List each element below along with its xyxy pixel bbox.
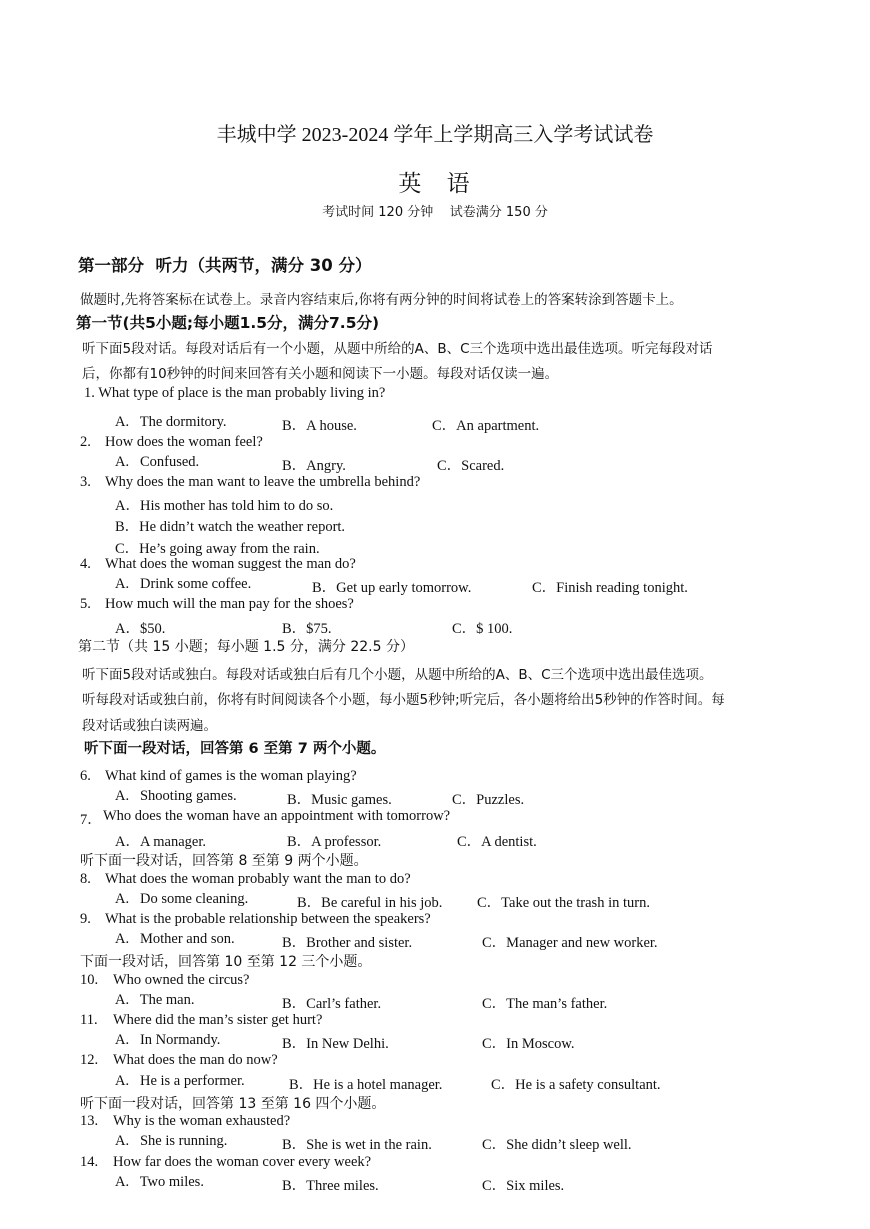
dialog-13-16-heading: 听下面一段对话，回答第 13 至第 16 四个小题。 bbox=[80, 1096, 386, 1112]
exam-info: 考试时间 120 分钟 试卷满分 150 分 bbox=[322, 205, 548, 220]
question-2-text: How does the woman feel? bbox=[105, 434, 263, 450]
q14-option-a: A. Two miles. bbox=[115, 1174, 204, 1190]
q8-option-c: C．Take out the trash in turn. bbox=[477, 895, 650, 911]
question-5-number: 5. bbox=[80, 596, 91, 612]
q11-option-b: B．In New Delhi. bbox=[282, 1036, 389, 1052]
section2-instruction-line3: 段对话或独白读两遍。 bbox=[82, 718, 217, 734]
q12-option-c: C．He is a safety consultant. bbox=[491, 1077, 661, 1093]
question-12-number: 12. bbox=[80, 1052, 99, 1068]
part1-instruction: 做题时,先将答案标在试卷上。录音内容结束后,你将有两分钟的时间将试卷上的答案转涂到答题卡上。 bbox=[80, 292, 683, 308]
q5-option-c: C．$ 100. bbox=[452, 621, 513, 637]
q3-option-b: B．He didn’t watch the weather report. bbox=[115, 519, 346, 535]
q1-option-c: C．An apartment. bbox=[432, 418, 540, 434]
q4-option-a: A. Drink some coffee. bbox=[115, 576, 252, 592]
q10-option-a: A. The man. bbox=[115, 992, 195, 1008]
question-11-number: 11. bbox=[80, 1012, 98, 1028]
question-4-number: 4. bbox=[80, 556, 91, 572]
question-6-number: 6. bbox=[80, 768, 91, 784]
q14-option-b: B．Three miles. bbox=[282, 1178, 379, 1194]
question-5-text: How much will the man pay for the shoes? bbox=[105, 596, 354, 612]
question-6-text: What kind of games is the woman playing? bbox=[105, 768, 357, 784]
q1-option-a: A. The dormitory. bbox=[115, 414, 227, 430]
q8-option-b: B．Be careful in his job. bbox=[297, 895, 443, 911]
question-number: 1. bbox=[84, 385, 99, 401]
q10-option-c: C．The man’s father. bbox=[482, 996, 608, 1012]
section2-heading: 第二节（共 15 小题；每小题 1.5 分，满分 22.5 分） bbox=[78, 639, 414, 655]
question-10-text: Who owned the circus? bbox=[113, 972, 250, 988]
question-text: What type of place is the man probably living in? bbox=[98, 385, 386, 401]
question-14-number: 14. bbox=[80, 1154, 99, 1170]
question-9-number: 9. bbox=[80, 911, 91, 927]
section2-instruction-line2: 听每段对话或独白前，你将有时间阅读各个小题，每小题5秒钟;听完后，各小题将给出5秒钟的作答时间。每 bbox=[82, 692, 725, 708]
q5-option-a: A．$50. bbox=[115, 621, 166, 637]
q11-option-a: A. In Normandy. bbox=[115, 1032, 221, 1048]
part1-heading: 第一部分 听力（共两节，满分 30 分） bbox=[78, 256, 372, 275]
question-1 bbox=[84, 385, 385, 402]
q1-option-b: B．A house. bbox=[282, 418, 357, 434]
q7-option-b: B．A professor. bbox=[287, 834, 382, 850]
question-11-text: Where did the man’s sister get hurt? bbox=[113, 1012, 323, 1028]
question-2-number: 2. bbox=[80, 434, 91, 450]
section1-heading: 第一节(共5小题;每小题1.5分，满分7.5分) bbox=[76, 314, 380, 332]
question-8-number: 8. bbox=[80, 871, 91, 887]
q13-option-a: A. She is running. bbox=[115, 1133, 228, 1149]
question-3-number: 3. bbox=[80, 474, 91, 490]
question-9-text: What is the probable relationship between the speakers? bbox=[105, 911, 431, 927]
q3-option-c: C．He’s going away from the rain. bbox=[115, 541, 320, 557]
question-14-text: How far does the woman cover every week? bbox=[113, 1154, 372, 1170]
q2-option-a: A. Confused. bbox=[115, 454, 200, 470]
q7-option-a: A．A manager. bbox=[115, 834, 207, 850]
q3-option-a: A．His mother has told him to do so. bbox=[115, 498, 334, 514]
section1-instruction-line2: 后，你都有10秒钟的时间来回答有关小题和阅读下一小题。每段对话仅读一遍。 bbox=[82, 366, 559, 382]
question-10-number: 10. bbox=[80, 972, 99, 988]
q6-option-b: B．Music games. bbox=[287, 792, 392, 808]
dialog-8-9-heading: 听下面一段对话，回答第 8 至第 9 两个小题。 bbox=[80, 853, 368, 869]
dialog-10-12-heading: 下面一段对话，回答第 10 至第 12 三个小题。 bbox=[80, 954, 372, 970]
q10-option-b: B．Carl’s father. bbox=[282, 996, 382, 1012]
q2-option-c: C．Scared. bbox=[437, 458, 505, 474]
section2-instruction-line1: 听下面5段对话或独白。每段对话或独白后有几个小题，从题中所给的A、B、C三个选项中选出最佳选项。 bbox=[82, 667, 713, 683]
q9-option-a: A. Mother and son. bbox=[115, 931, 235, 947]
q4-option-b: B．Get up early tomorrow. bbox=[312, 580, 472, 596]
question-13-number: 13. bbox=[80, 1113, 99, 1129]
q13-option-c: C．She didn’t sleep well. bbox=[482, 1137, 632, 1153]
section1-instruction-line1: 听下面5段对话。每段对话后有一个小题，从题中所给的A、B、C三个选项中选出最佳选项。听完每段对话 bbox=[82, 341, 713, 357]
q11-option-c: C．In Moscow. bbox=[482, 1036, 575, 1052]
q2-option-b: B．Angry. bbox=[282, 458, 346, 474]
q6-option-a: A. Shooting games. bbox=[115, 788, 237, 804]
q13-option-b: B．She is wet in the rain. bbox=[282, 1137, 432, 1153]
q12-option-a: A. He is a performer. bbox=[115, 1073, 245, 1089]
q12-option-b: B．He is a hotel manager. bbox=[289, 1077, 443, 1093]
dialog-6-7-heading: 听下面一段对话，回答第 6 至第 7 两个小题。 bbox=[84, 741, 386, 757]
q14-option-c: C．Six miles. bbox=[482, 1178, 565, 1194]
q7-option-c: C．A dentist. bbox=[457, 834, 537, 850]
question-7-text: Who does the woman have an appointment with tomorrow? bbox=[103, 808, 451, 824]
q9-option-c: C．Manager and new worker. bbox=[482, 935, 658, 951]
question-3-text: Why does the man want to leave the umbrella behind? bbox=[105, 474, 421, 490]
q6-option-c: C．Puzzles. bbox=[452, 792, 525, 808]
q9-option-b: B．Brother and sister. bbox=[282, 935, 413, 951]
exam-title: 丰城中学 2023-2024 学年上学期高三入学考试试卷 bbox=[216, 124, 654, 146]
subject-title: 英 语 bbox=[398, 171, 472, 196]
q4-option-c: C．Finish reading tonight. bbox=[532, 580, 688, 596]
q5-option-b: B．$75. bbox=[282, 621, 332, 637]
question-4-text: What does the woman suggest the man do? bbox=[105, 556, 356, 572]
question-13-text: Why is the woman exhausted? bbox=[113, 1113, 291, 1129]
q8-option-a: A. Do some cleaning. bbox=[115, 891, 249, 907]
question-12-text: What does the man do now? bbox=[113, 1052, 278, 1068]
question-8-text: What does the woman probably want the man to do? bbox=[105, 871, 411, 887]
question-7-number: 7． bbox=[80, 812, 102, 828]
